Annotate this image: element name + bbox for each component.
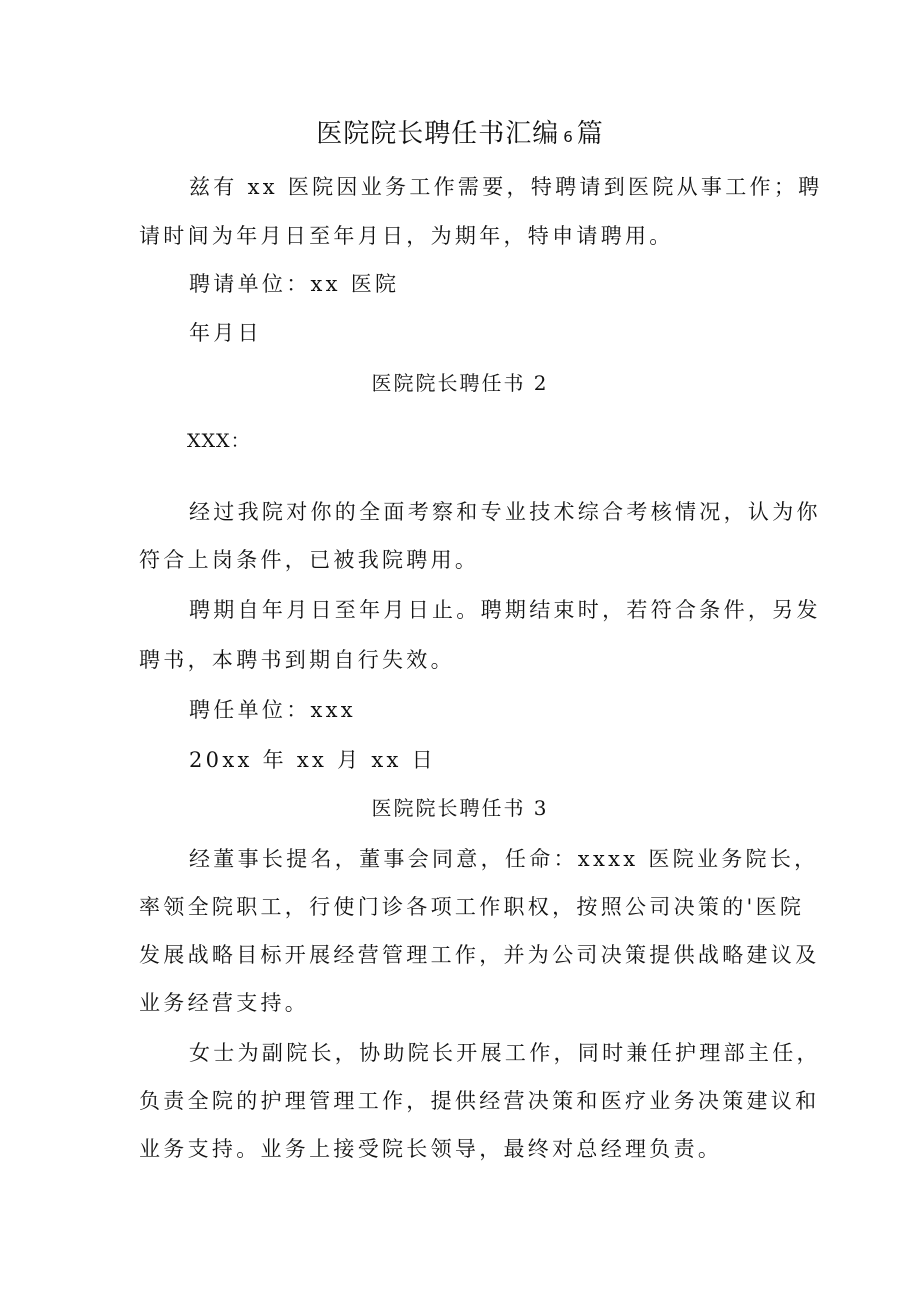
title-text: 医院院长聘任书汇编 — [316, 119, 560, 149]
date-line: 20xx 年 xx 月 xx 日 — [189, 748, 436, 772]
title-number: 6 — [563, 128, 573, 146]
paragraph-line: 聘期自年月日至年月日止。聘期结束时，若符合条件，另发 — [189, 598, 821, 622]
paragraph-line: 符合上岗条件，已被我院聘用。 — [139, 548, 480, 572]
paragraph-line: 率领全院职工，行使门诊各项工作职权，按照公司决策的'医院 — [139, 895, 805, 919]
section-heading: 医院院长聘任书 3 — [371, 796, 549, 820]
paragraph-line: 经董事长提名，董事会同意，任命：xxxx 医院业务院长， — [189, 847, 819, 871]
document-title — [0, 121, 920, 147]
paragraph-line: 业务支持。业务上接受院长领导，最终对总经理负责。 — [139, 1137, 723, 1161]
paragraph-line: 兹有 xx 医院因业务工作需要，特聘请到医院从事工作；聘 — [189, 175, 823, 199]
paragraph-line: 请时间为年月日至年月日，为期年，特申请聘用。 — [139, 224, 674, 248]
paragraph-line: 女士为副院长，协助院长开展工作，同时兼任护理部主任， — [189, 1041, 821, 1065]
date-line: 年月日 — [189, 321, 262, 345]
paragraph-line: 负责全院的护理管理工作，提供经营决策和医疗业务决策建议和 — [139, 1089, 820, 1113]
section-heading: 医院院长聘任书 2 — [371, 371, 549, 395]
title-suffix: 篇 — [576, 119, 604, 149]
paragraph-line: 聘书，本聘书到期自行失效。 — [139, 648, 455, 672]
paragraph-line: 业务经营支持。 — [139, 991, 310, 1015]
addressee-line: XXX： — [187, 430, 251, 452]
paragraph-line: 经过我院对你的全面考察和专业技术综合考核情况，认为你 — [189, 500, 821, 524]
issuer-line: 聘请单位：xx 医院 — [189, 272, 400, 296]
paragraph-line: 发展战略目标开展经营管理工作，并为公司决策提供战略建议及 — [139, 943, 820, 967]
issuer-line: 聘任单位：xxx — [189, 698, 356, 722]
